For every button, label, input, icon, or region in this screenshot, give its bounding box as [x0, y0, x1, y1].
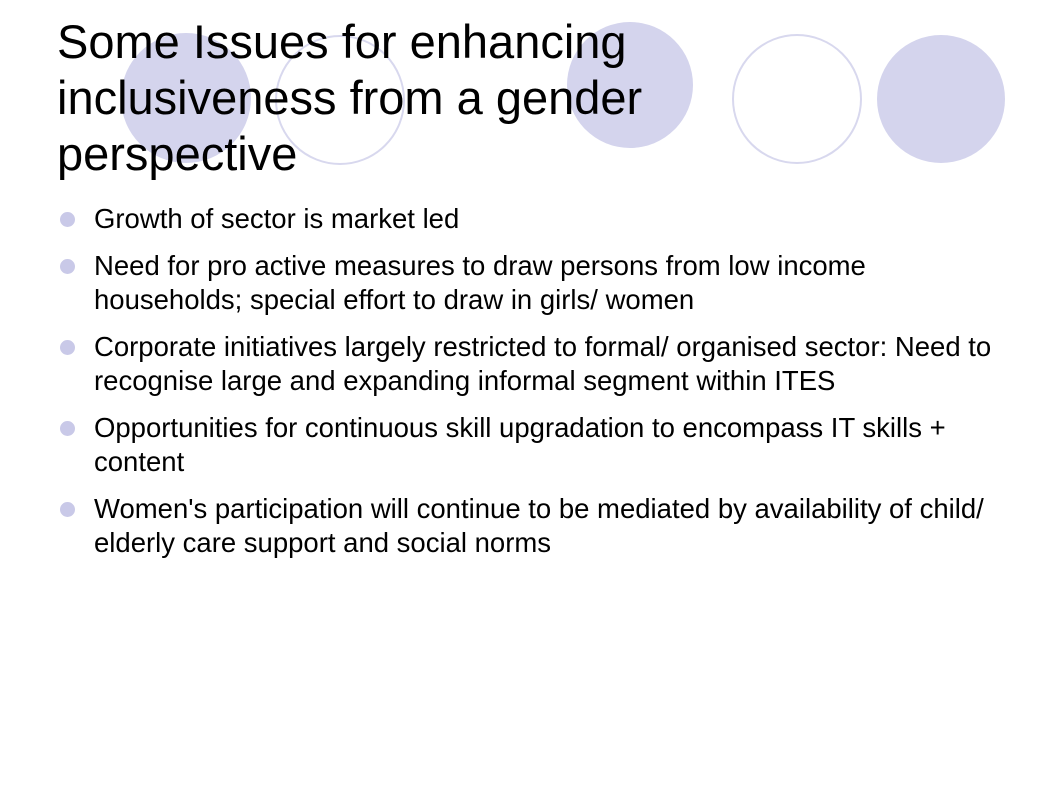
- list-item: [60, 249, 1020, 317]
- bullet-dot-icon: [60, 421, 75, 436]
- list-item: [60, 411, 1020, 479]
- bullet-text: Growth of sector is market led: [94, 203, 460, 234]
- bullet-text: Opportunities for continuous skill upgradation to encompass IT skills + content: [94, 412, 946, 477]
- slide-title: Some Issues for enhancing inclusiveness from a gender perspective: [57, 15, 643, 180]
- bullet-text: Corporate initiatives largely restricted to formal/ organised sector: Need to recognise large and expanding informal segment within ITES: [94, 331, 992, 396]
- list-item: [60, 330, 1020, 398]
- bullet-dot-icon: [60, 340, 75, 355]
- bullet-text: Women's participation will continue to be mediated by availability of child/ elderly care support and social norms: [94, 493, 984, 558]
- bullet-text: Need for pro active measures to draw persons from low income households; special effort to draw in girls/ women: [94, 250, 866, 315]
- decor-circle-filled-3: [877, 35, 1005, 163]
- bullet-dot-icon: [60, 212, 75, 227]
- list-item: [60, 202, 1020, 236]
- list-item: [60, 492, 1020, 560]
- bullet-dot-icon: [60, 502, 75, 517]
- bullet-dot-icon: [60, 259, 75, 274]
- bullet-list: [60, 202, 1020, 573]
